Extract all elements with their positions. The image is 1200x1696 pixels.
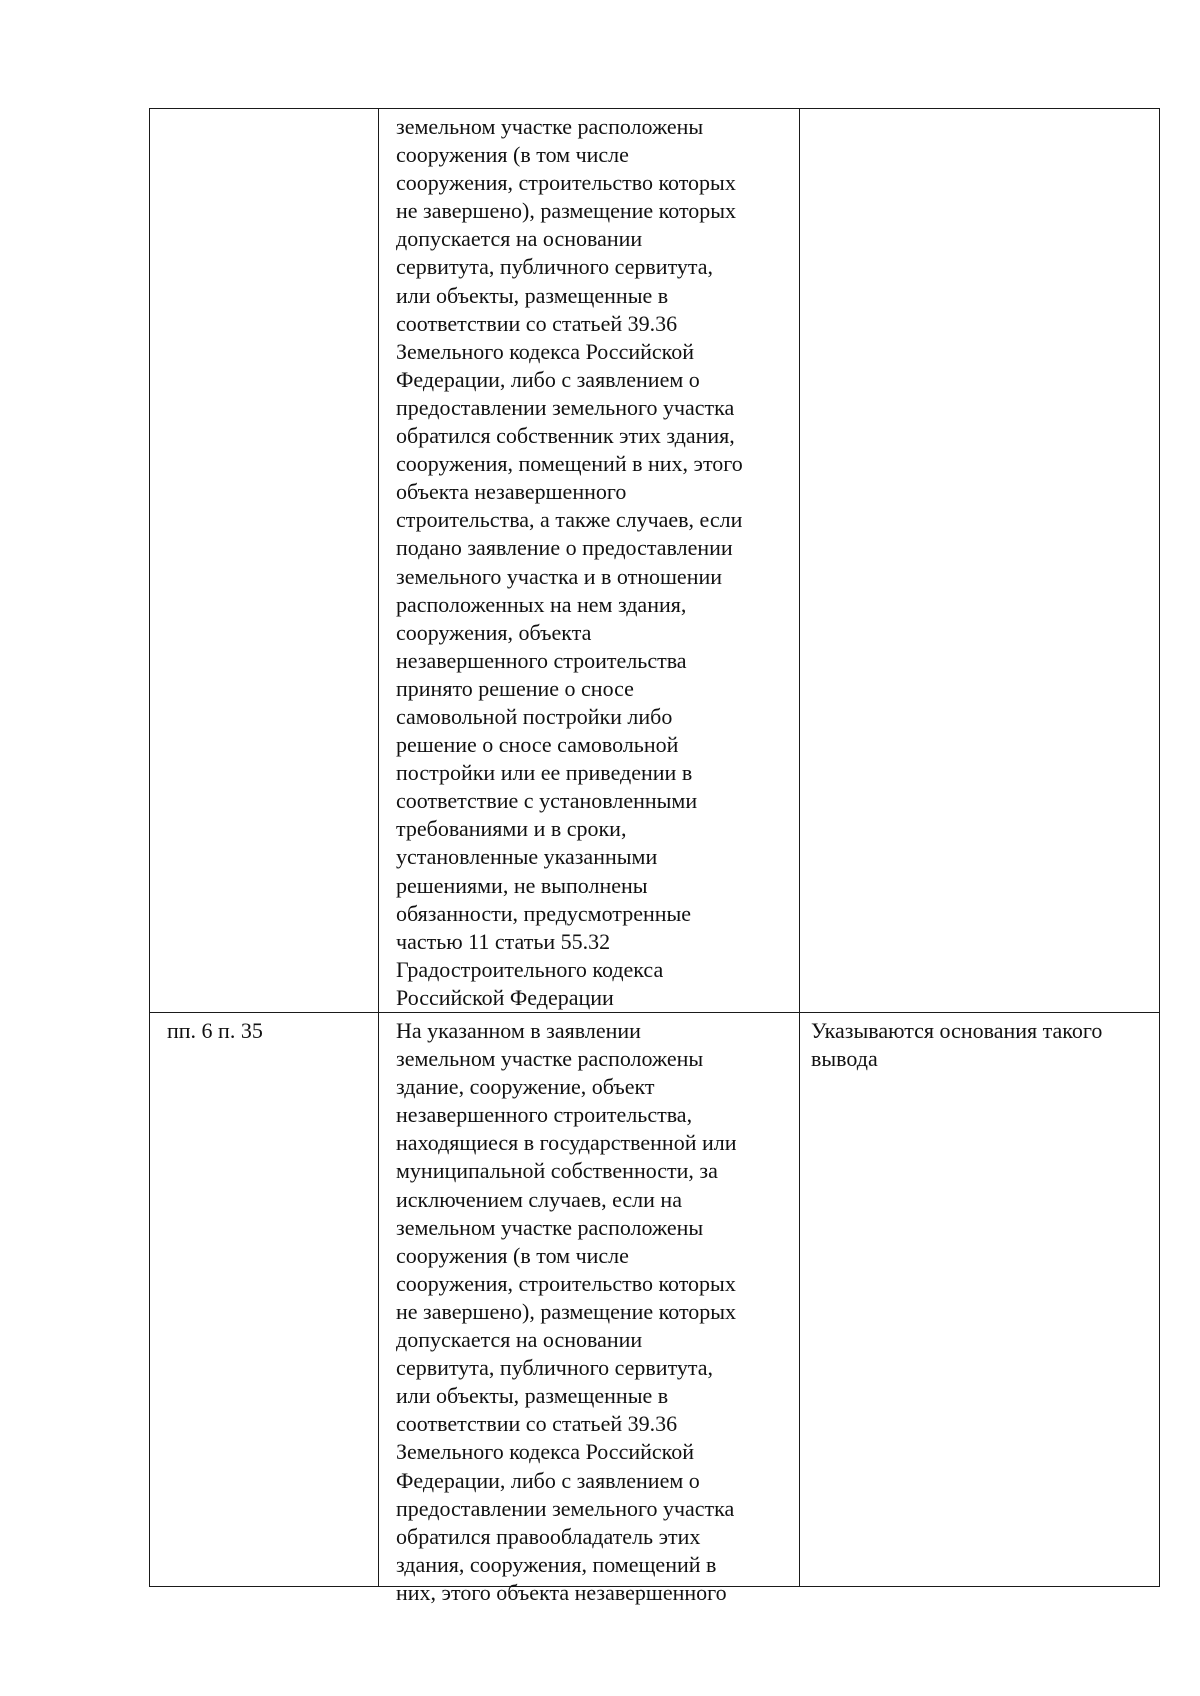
text-line: объекта незавершенного bbox=[396, 479, 627, 505]
text-line: допускается на основании bbox=[396, 226, 643, 252]
text-line: расположенных на нем здания, bbox=[396, 591, 687, 617]
text-line: исключением случаев, если на bbox=[396, 1186, 682, 1212]
text-line: сооружения (в том числе bbox=[396, 1242, 629, 1268]
text-line: соответствие с установленными bbox=[396, 788, 698, 814]
reason-cell bbox=[379, 1013, 800, 1605]
text-line: сооружения, строительство которых bbox=[396, 1270, 736, 1296]
text-line: предоставлении земельного участка bbox=[396, 1495, 735, 1521]
text-line: решение о сносе самовольной bbox=[396, 732, 679, 758]
text-line: принято решение о сносе bbox=[396, 675, 634, 701]
text-line: незавершенного строительства bbox=[396, 647, 687, 673]
text-line: обратился правообладатель этих bbox=[396, 1523, 701, 1549]
text-line: предоставлении земельного участка bbox=[396, 394, 735, 420]
text-line: земельном участке расположены bbox=[396, 1046, 704, 1072]
text-line: сооружения (в том числе bbox=[396, 142, 629, 168]
text-line: незавершенного строительства, bbox=[396, 1102, 693, 1128]
text-line: соответствии со статьей 39.36 bbox=[396, 1411, 678, 1437]
text-line: Земельного кодекса Российской bbox=[396, 338, 694, 364]
text-line: или объекты, размещенные в bbox=[396, 282, 669, 308]
text-line: здания, сооружения, помещений в bbox=[396, 1551, 717, 1577]
text-line: обратился собственник этих здания, bbox=[396, 423, 735, 449]
reason-text bbox=[379, 109, 799, 1012]
text-line: вывода bbox=[811, 1046, 878, 1072]
text-line: решениями, не выполнены bbox=[396, 872, 648, 898]
basis-cell bbox=[150, 109, 379, 1013]
text-line: требованиями и в сроки, bbox=[396, 816, 627, 842]
text-line: не завершено), размещение которых bbox=[396, 1298, 737, 1324]
text-line: Градостроительного кодекса bbox=[396, 956, 664, 982]
explanation-cell bbox=[800, 109, 1160, 1013]
reason-text bbox=[379, 1013, 799, 1607]
text-line: соответствии со статьей 39.36 bbox=[396, 310, 678, 336]
explanation-text bbox=[800, 109, 1159, 113]
text-line: сооружения, строительство которых bbox=[396, 170, 736, 196]
text-line: допускается на основании bbox=[396, 1327, 643, 1353]
explanation-text bbox=[800, 1013, 1159, 1073]
basis-text bbox=[150, 109, 378, 113]
text-line: земельного участка и в отношении bbox=[396, 563, 723, 589]
text-line: постройки или ее приведении в bbox=[396, 760, 693, 786]
text-line: строительства, а также случаев, если bbox=[396, 507, 743, 533]
text-line: не завершено), размещение которых bbox=[396, 198, 737, 224]
text-line: Федерации, либо с заявлением о bbox=[396, 366, 700, 392]
text-line: Указываются основания такого bbox=[811, 1018, 1103, 1043]
basis-cell bbox=[150, 1013, 379, 1587]
text-line: или объекты, размещенные в bbox=[396, 1383, 669, 1409]
text-line: подано заявление о предоставлении bbox=[396, 535, 733, 561]
text-line: земельном участке расположены bbox=[396, 114, 704, 139]
text-line: Российской Федерации bbox=[396, 984, 614, 1010]
basis-text: пп. 6 п. 35 bbox=[167, 1018, 263, 1043]
text-line: муниципальной собственности, за bbox=[396, 1158, 718, 1184]
text-line: На указанном в заявлении bbox=[396, 1018, 641, 1043]
text-line: здание, сооружение, объект bbox=[396, 1074, 655, 1100]
text-line: Федерации, либо с заявлением о bbox=[396, 1467, 700, 1493]
text-line: сооружения, помещений в них, этого bbox=[396, 451, 743, 477]
text-line: сооружения, объекта bbox=[396, 619, 592, 645]
text-line: установленные указанными bbox=[396, 844, 658, 870]
text-line: находящиеся в государственной или bbox=[396, 1130, 737, 1156]
text-line: них, этого объекта незавершенного bbox=[396, 1579, 727, 1605]
explanation-cell bbox=[800, 1013, 1160, 1587]
text-line: самовольной постройки либо bbox=[396, 703, 673, 729]
table-row bbox=[150, 1013, 1160, 1587]
text-line: сервитута, публичного сервитута, bbox=[396, 1355, 714, 1381]
table-row bbox=[150, 109, 1160, 1013]
reason-cell bbox=[379, 109, 800, 1013]
text-line: частью 11 статьи 55.32 bbox=[396, 928, 611, 954]
text-line: Земельного кодекса Российской bbox=[396, 1439, 694, 1465]
grounds-table bbox=[149, 108, 1160, 1605]
text-line: обязанности, предусмотренные bbox=[396, 900, 692, 926]
text-line: земельном участке расположены bbox=[396, 1214, 704, 1240]
text-line: сервитута, публичного сервитута, bbox=[396, 254, 714, 280]
